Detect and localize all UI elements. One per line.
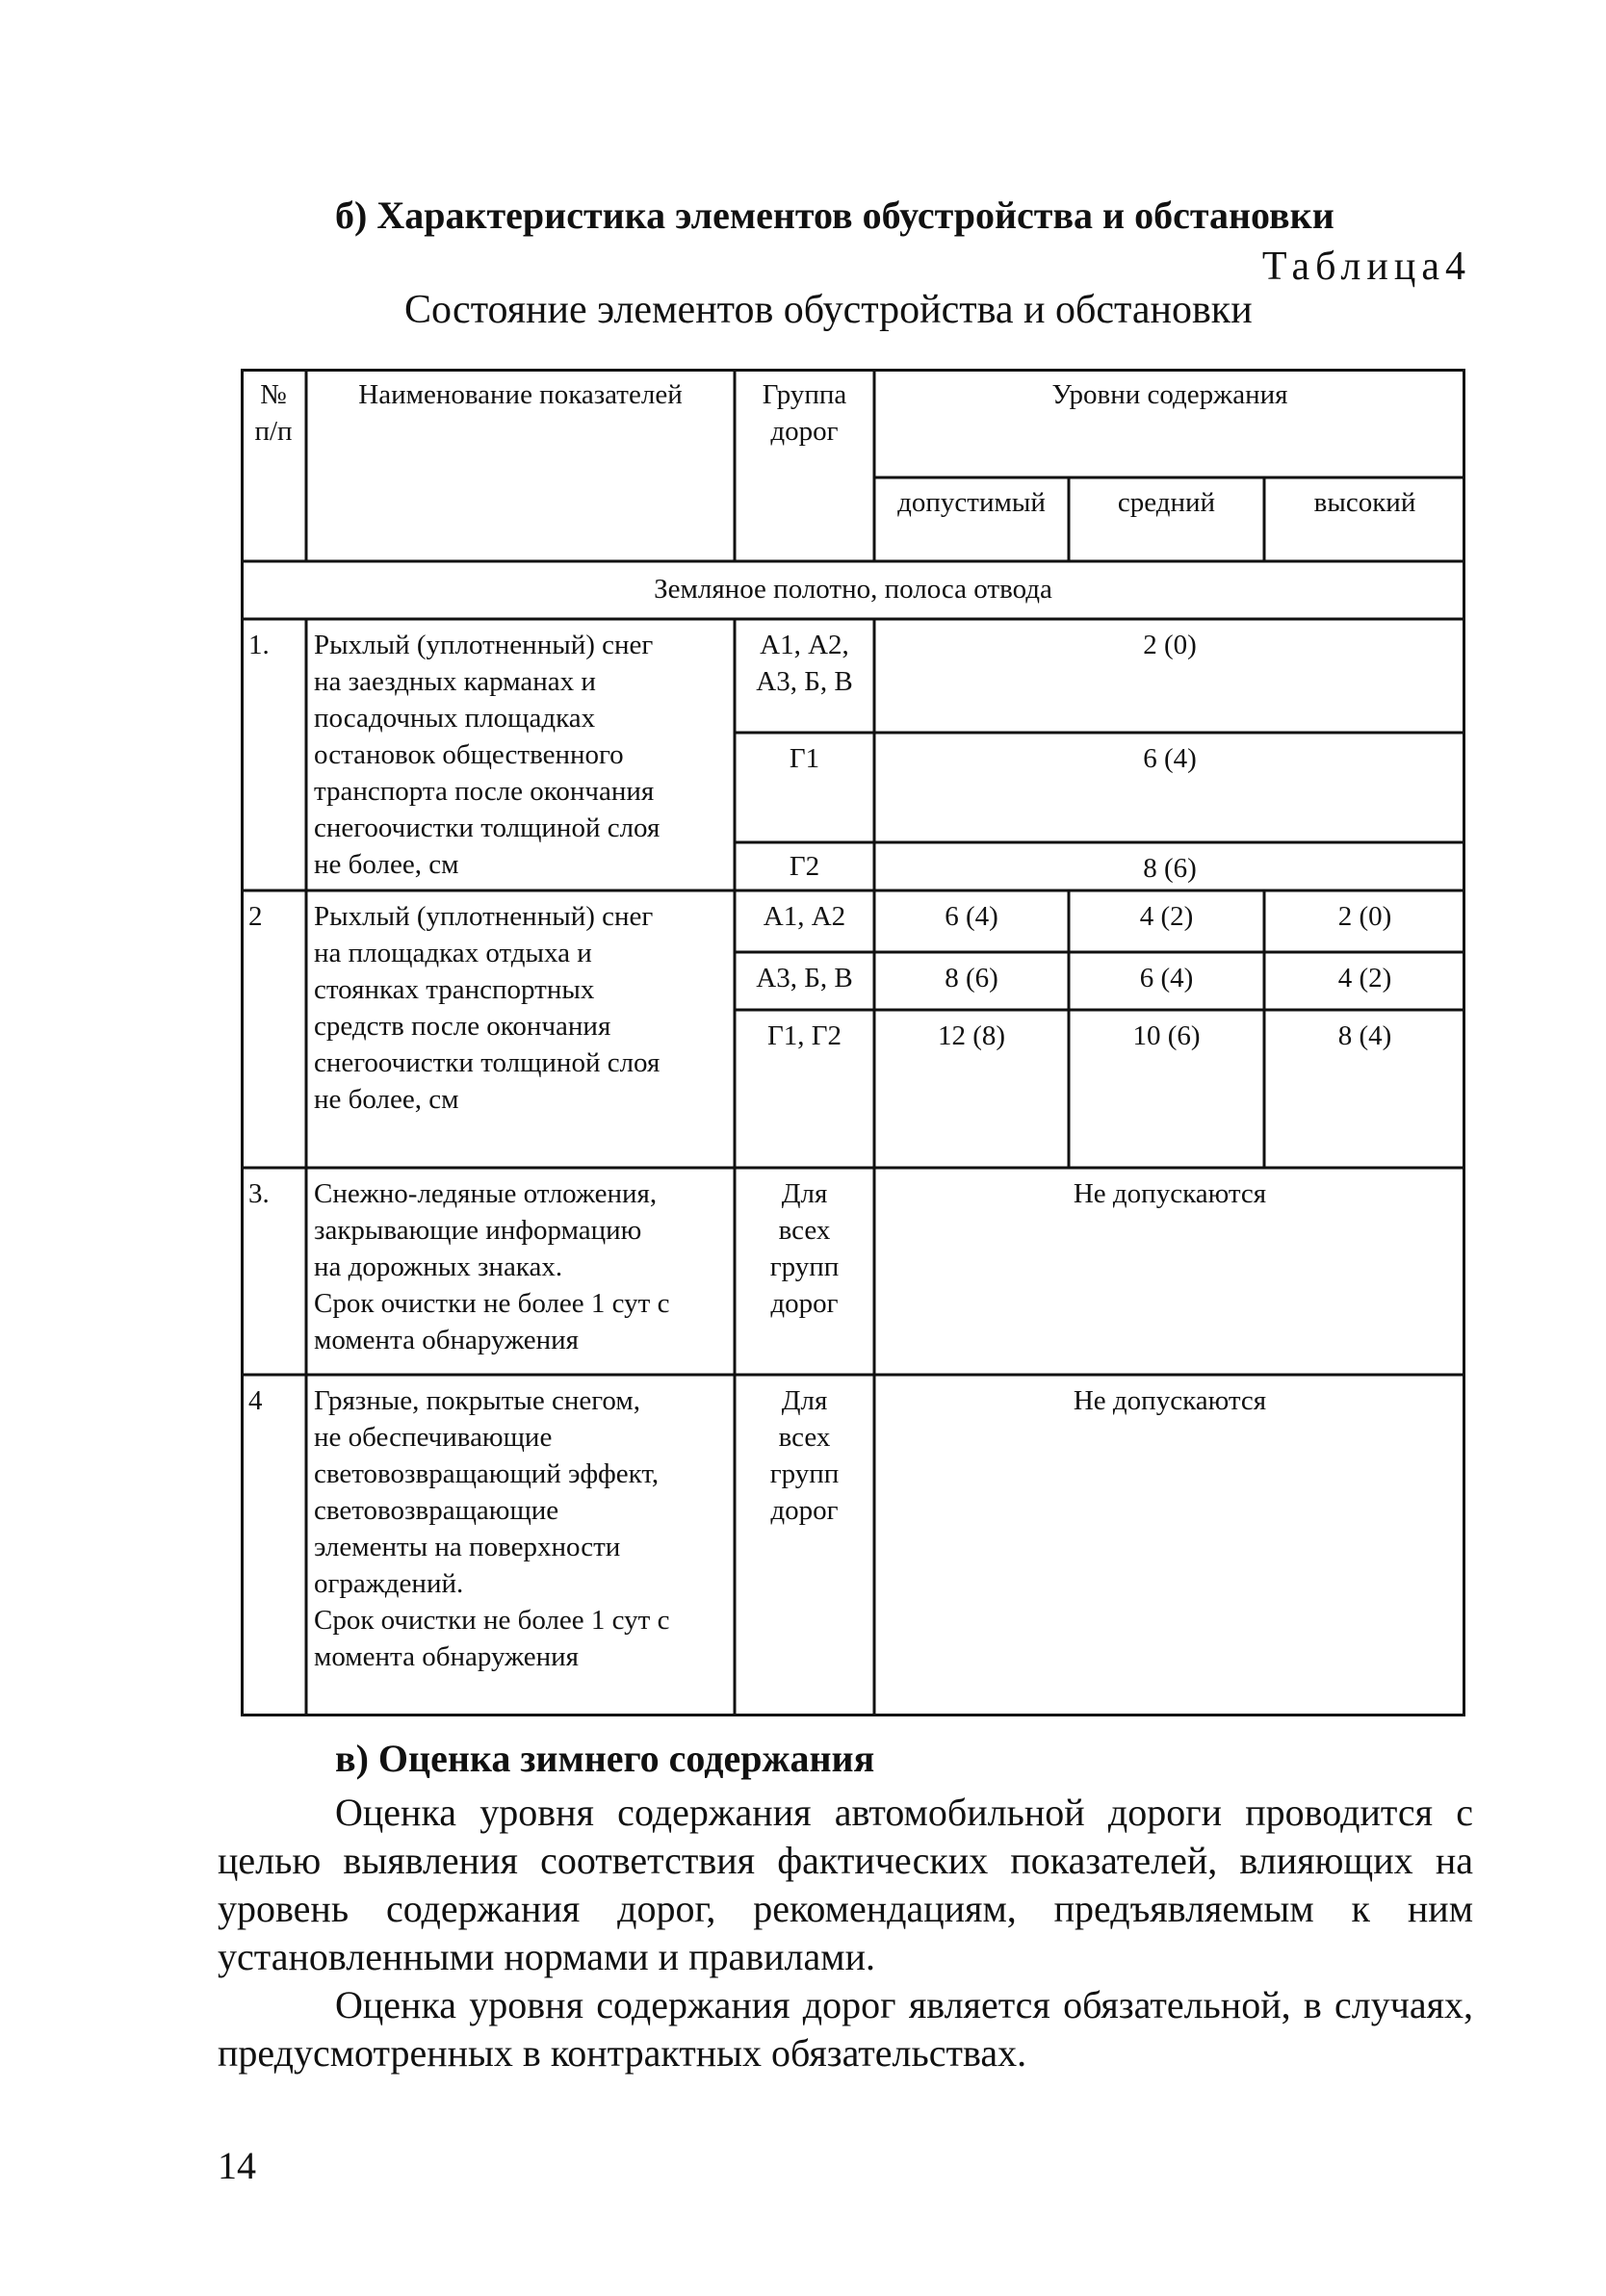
row-2-g3-medium: 10 (6) xyxy=(1132,1020,1201,1051)
conditions-table xyxy=(241,369,1465,1716)
row-2-g1-acceptable: 6 (4) xyxy=(945,901,998,932)
row-2-g2-high: 4 (2) xyxy=(1337,963,1392,993)
header-num: № п/п xyxy=(254,379,293,447)
row-3-value: Не допускаются xyxy=(1073,1178,1267,1209)
row-4-value: Не допускаются xyxy=(1073,1385,1267,1416)
row-2-group-3: Г1, Г2 xyxy=(766,1020,842,1051)
row-3-num: 3. xyxy=(248,1178,270,1209)
header-level-high: высокий xyxy=(1313,487,1416,518)
page-number: 14 xyxy=(218,2144,256,2187)
table-label: Таблица4 xyxy=(1261,245,1471,289)
row-2-g3-acceptable: 12 (8) xyxy=(937,1020,1006,1051)
row-1-name: Рыхлый (уплотненный) снег на заездных карманах и посадочных площадках остановок общественного транспорта после окончания снегоочистки толщиной слоя не более, см xyxy=(314,630,661,880)
row-1-value-3: 8 (6) xyxy=(1143,853,1197,884)
table-caption: Состояние элементов обустройства и обстановки xyxy=(404,288,1253,332)
header-group: Группа дорог xyxy=(762,379,847,447)
row-2-g1-medium: 4 (2) xyxy=(1139,901,1194,932)
row-1-num: 1. xyxy=(248,630,270,660)
paragraph-1: Оценка уровня содержания автомобильной дороги проводится с целью выявления соответствия фактических показателей, влияющих на уровень содержания дорог, рекомендациям, предъявляемым к ним установленными нормами и правилами. xyxy=(218,1791,1473,1978)
row-2-g1-high: 2 (0) xyxy=(1337,901,1392,932)
row-1-group-1: А1, А2, А3, Б, В xyxy=(756,630,853,697)
row-3-name: Снежно-ледяные отложения, закрывающие информацию на дорожных знаках. Срок очистки не более 1 сут с момента обнаружения xyxy=(314,1178,670,1355)
row-1-value-1: 2 (0) xyxy=(1143,630,1197,660)
row-4-num: 4 xyxy=(248,1385,263,1416)
row-2-name: Рыхлый (уплотненный) снег на площадках отдыха и стоянках транспортных средств после окончания снегоочистки толщиной слоя не более, см xyxy=(314,901,661,1115)
header-name: Наименование показателей xyxy=(358,379,683,410)
row-2-group-2: А3, Б, В xyxy=(756,963,853,993)
header-levels: Уровни содержания xyxy=(1051,379,1288,410)
row-1-group-2: Г1 xyxy=(789,743,820,774)
row-1-group-3: Г2 xyxy=(789,851,820,882)
header-level-medium: средний xyxy=(1117,487,1216,518)
section-heading-v: в) Оценка зимнего содержания xyxy=(335,1737,875,1780)
row-1-value-2: 6 (4) xyxy=(1143,743,1197,774)
row-4-name: Грязные, покрытые снегом, не обеспечивающие световозвращающий эффект, световозвращающие элементы на поверхности ограждений. Срок очистки не более 1 сут с момента обнаружения xyxy=(314,1385,670,1672)
row-2-group-1: А1, А2 xyxy=(763,901,846,932)
paragraph-2: Оценка уровня содержания дорог является обязательной, в случаях, предусмотренных в контрактных обязательствах. xyxy=(218,1983,1473,2075)
section-row: Земляное полотно, полоса отвода xyxy=(654,574,1052,605)
row-2-g2-medium: 6 (4) xyxy=(1139,963,1194,993)
section-heading-b: б) Характеристика элементов обустройства и обстановки xyxy=(335,193,1334,237)
row-2-g3-high: 8 (4) xyxy=(1337,1020,1392,1051)
header-level-acceptable: допустимый xyxy=(897,487,1046,518)
row-2-g2-acceptable: 8 (6) xyxy=(945,963,998,993)
row-4-group: Для всех групп дорог xyxy=(769,1385,840,1526)
row-3-group: Для всех групп дорог xyxy=(769,1178,840,1319)
row-2-num: 2 xyxy=(248,901,263,932)
